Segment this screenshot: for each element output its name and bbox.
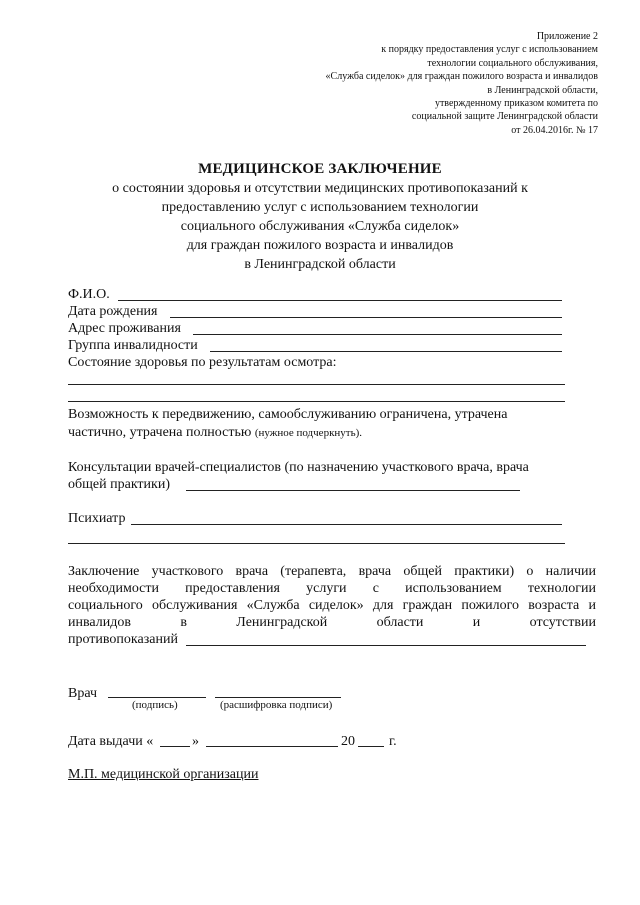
appendix-line: технологии социального обслуживания, xyxy=(427,57,598,69)
mobility-text-line-1: Возможность к передвижению, самообслуживанию ограничена, утрачена xyxy=(68,407,508,422)
document-subtitle: для граждан пожилого возраста и инвалидов xyxy=(186,238,454,253)
issue-month-field[interactable] xyxy=(206,746,338,747)
consult-field[interactable] xyxy=(186,490,520,491)
mobility-text-line-2 xyxy=(68,424,362,442)
appendix-line: социальной защите Ленинградской области xyxy=(411,111,598,123)
health-state-field-line-1[interactable] xyxy=(68,384,565,385)
appendix-line: Приложение 2 xyxy=(536,31,598,42)
birth-date-label: Дата рождения xyxy=(68,304,158,319)
issue-date-label: Дата выдачи « xyxy=(68,734,154,749)
conclusion-line-4: инвалидов в Ленинградской области и отсутствии xyxy=(68,615,596,630)
issue-year-prefix: 20 xyxy=(341,734,355,749)
consult-text-line-2: общей практики) xyxy=(68,477,170,492)
doctor-signature-field[interactable] xyxy=(108,697,206,698)
document-title: МЕДИЦИНСКОЕ ЗАКЛЮЧЕНИЕ xyxy=(198,161,442,177)
birth-date-field[interactable] xyxy=(170,317,562,318)
disability-group-field[interactable] xyxy=(210,351,562,352)
appendix-line: «Служба сиделок» для граждан пожилого возраста и инвалидов xyxy=(325,71,598,83)
conclusion-line-2: необходимости предоставления услуги с использованием технологии xyxy=(68,581,596,596)
appendix-line: утвержденному приказом комитета по xyxy=(434,98,598,110)
mobility-hint: (нужное подчеркнуть). xyxy=(254,427,363,439)
health-state-field-line-2[interactable] xyxy=(68,401,565,402)
issue-day-field[interactable] xyxy=(160,746,190,747)
stamp-label: М.П. медицинской организации xyxy=(68,767,259,782)
document-subtitle: социального обслуживания «Служба сиделок» xyxy=(180,219,460,234)
document-subtitle: о состоянии здоровья и отсутствии медицинских противопоказаний к xyxy=(112,181,528,196)
health-state-label: Состояние здоровья по результатам осмотра: xyxy=(68,355,337,370)
fio-label: Ф.И.О. xyxy=(68,287,110,302)
fio-field[interactable] xyxy=(118,300,562,301)
issue-year-field[interactable] xyxy=(358,746,384,747)
address-field[interactable] xyxy=(193,334,562,335)
doctor-label: Врач xyxy=(68,686,98,701)
signature-decode-caption: (расшифровка подписи) xyxy=(220,699,333,711)
mobility-options[interactable]: частично, утрачена полностью xyxy=(68,425,252,440)
conclusion-line-1: Заключение участкового врача (терапевта, врача общей практики) о наличии xyxy=(68,564,596,579)
conclusion-line-5: противопоказаний xyxy=(68,632,178,647)
psychiatrist-field-line-2[interactable] xyxy=(68,543,565,544)
appendix-header xyxy=(326,30,598,137)
psychiatrist-field-line-1[interactable] xyxy=(131,524,562,525)
appendix-line: к порядку предоставления услуг с использованием xyxy=(381,44,598,56)
consult-text-line-1: Консультации врачей-специалистов (по назначению участкового врача, врача xyxy=(68,460,529,475)
document-subtitle: в Ленинградской области xyxy=(244,257,396,272)
disability-group-label: Группа инвалидности xyxy=(68,338,198,353)
appendix-line: в Ленинградской области, xyxy=(487,84,598,96)
doctor-name-field[interactable] xyxy=(215,697,341,698)
document-title-block xyxy=(0,160,640,274)
psychiatrist-label: Психиатр xyxy=(68,511,126,526)
issue-quote-close: » xyxy=(192,734,199,749)
address-label: Адрес проживания xyxy=(68,321,181,336)
issue-year-suffix: г. xyxy=(389,734,397,749)
conclusion-field[interactable] xyxy=(186,645,586,646)
document-subtitle: предоставлению услуг с использованием технологии xyxy=(161,200,479,215)
appendix-line: от 26.04.2016г. № 17 xyxy=(511,124,598,136)
signature-caption: (подпись) xyxy=(132,699,178,711)
conclusion-line-3: социального обслуживания «Служба сиделок» для граждан пожилого возраста и xyxy=(68,598,596,613)
